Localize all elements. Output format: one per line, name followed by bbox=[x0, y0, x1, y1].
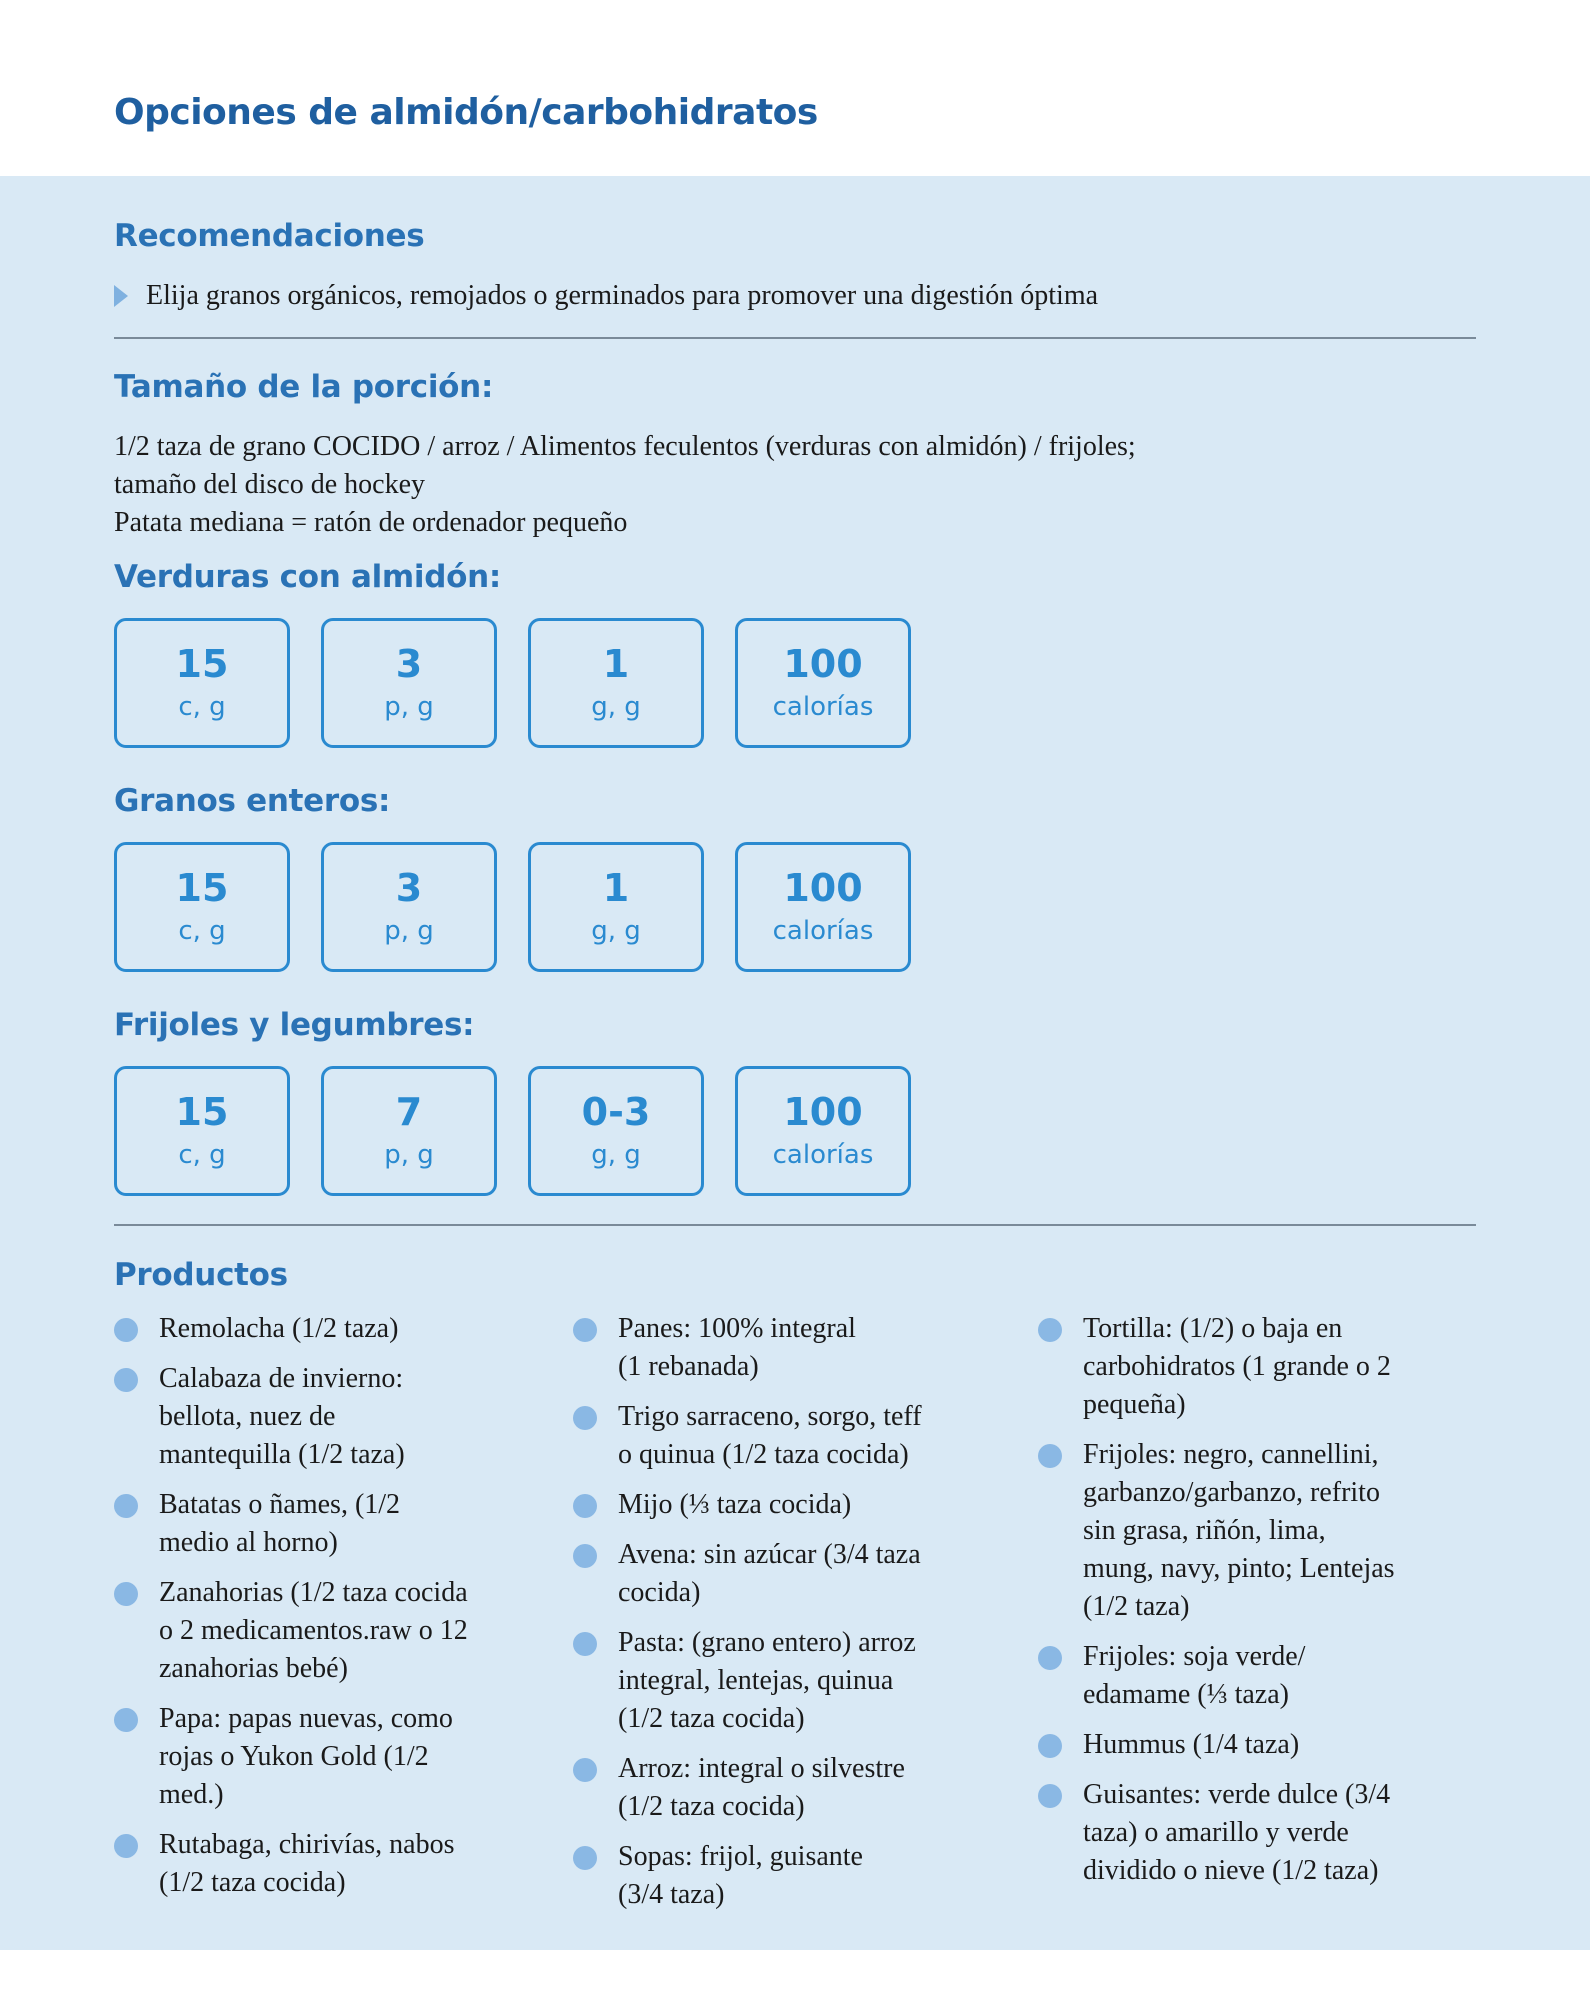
product-line: o 2 medicamentos.raw o 12 bbox=[159, 1615, 468, 1646]
box-unit: c, g bbox=[178, 692, 226, 722]
product-line: medio al horno) bbox=[159, 1527, 338, 1558]
product-line: mantequilla (1/2 taza) bbox=[159, 1439, 405, 1470]
divider bbox=[114, 1224, 1476, 1226]
bullet-dot-icon bbox=[573, 1494, 597, 1518]
product-item bbox=[573, 1486, 993, 1524]
bullet-dot-icon bbox=[114, 1494, 138, 1518]
box-unit: p, g bbox=[384, 692, 434, 722]
product-item bbox=[1038, 1310, 1458, 1424]
nutrition-box-calories bbox=[735, 842, 911, 972]
box-unit: g, g bbox=[591, 692, 641, 722]
product-line: Pasta: (grano entero) arroz bbox=[618, 1627, 916, 1658]
product-item bbox=[573, 1838, 993, 1914]
products-column-3 bbox=[1038, 1310, 1458, 1902]
box-value: 3 bbox=[395, 866, 423, 910]
box-unit: calorías bbox=[772, 692, 874, 722]
product-line: garbanzo/garbanzo, refrito bbox=[1083, 1477, 1380, 1508]
product-item bbox=[573, 1398, 993, 1474]
bullet-dot-icon bbox=[114, 1368, 138, 1392]
product-line: integral, lentejas, quinua bbox=[618, 1665, 894, 1696]
recommendation-item bbox=[114, 276, 1098, 316]
product-line: pequeña) bbox=[1083, 1389, 1186, 1420]
box-value: 15 bbox=[175, 866, 229, 910]
box-unit: p, g bbox=[384, 1140, 434, 1170]
bullet-dot-icon bbox=[1038, 1646, 1062, 1670]
box-unit: calorías bbox=[772, 916, 874, 946]
nutrition-box-calories bbox=[735, 618, 911, 748]
product-line: Calabaza de invierno: bbox=[159, 1363, 404, 1394]
product-line: sin grasa, riñón, lima, bbox=[1083, 1515, 1326, 1546]
nutrition-box-protein bbox=[321, 618, 497, 748]
product-line: bellota, nuez de bbox=[159, 1401, 336, 1432]
nutrition-box-protein bbox=[321, 842, 497, 972]
group-heading: Granos enteros: bbox=[114, 783, 391, 819]
box-value: 100 bbox=[783, 866, 863, 910]
nutrition-boxes bbox=[114, 618, 942, 748]
nutrition-box-carbs bbox=[114, 1066, 290, 1196]
product-item bbox=[573, 1624, 993, 1738]
nutrition-box-fat bbox=[528, 842, 704, 972]
bullet-dot-icon bbox=[114, 1834, 138, 1858]
portion-text bbox=[114, 428, 1136, 542]
box-unit: calorías bbox=[772, 1140, 874, 1170]
product-line: Batatas o ñames, (1/2 bbox=[159, 1489, 401, 1520]
product-item bbox=[114, 1826, 534, 1902]
box-unit: g, g bbox=[591, 1140, 641, 1170]
bullet-dot-icon bbox=[114, 1582, 138, 1606]
bullet-dot-icon bbox=[1038, 1784, 1062, 1808]
box-value: 1 bbox=[602, 866, 630, 910]
products-column-1 bbox=[114, 1310, 534, 1914]
bullet-triangle-icon bbox=[114, 285, 128, 307]
divider bbox=[114, 337, 1476, 339]
box-value: 0-3 bbox=[581, 1090, 651, 1134]
products-heading: Productos bbox=[114, 1257, 288, 1293]
product-item bbox=[114, 1574, 534, 1688]
product-line: (1/2 taza cocida) bbox=[618, 1703, 805, 1734]
nutrition-box-calories bbox=[735, 1066, 911, 1196]
product-item bbox=[114, 1310, 534, 1348]
product-line: (1/2 taza) bbox=[1083, 1591, 1190, 1622]
product-line: med.) bbox=[159, 1779, 224, 1810]
product-line: (3/4 taza) bbox=[618, 1879, 725, 1910]
product-item bbox=[114, 1700, 534, 1814]
product-item bbox=[573, 1310, 993, 1386]
box-value: 15 bbox=[175, 1090, 229, 1134]
product-line: cocida) bbox=[618, 1577, 701, 1608]
product-line: edamame (⅓ taza) bbox=[1083, 1679, 1289, 1710]
product-line: taza) o amarillo y verde bbox=[1083, 1817, 1349, 1848]
product-item bbox=[1038, 1638, 1458, 1714]
product-line: mung, navy, pinto; Lentejas bbox=[1083, 1553, 1395, 1584]
recommendations-heading: Recomendaciones bbox=[114, 218, 425, 254]
product-item bbox=[114, 1486, 534, 1562]
bullet-dot-icon bbox=[573, 1318, 597, 1342]
product-line: Avena: sin azúcar (3/4 taza bbox=[618, 1539, 921, 1570]
bullet-dot-icon bbox=[573, 1544, 597, 1568]
bullet-dot-icon bbox=[1038, 1734, 1062, 1758]
nutrition-box-protein bbox=[321, 1066, 497, 1196]
product-line: Frijoles: soja verde/ bbox=[1083, 1641, 1306, 1672]
box-value: 7 bbox=[395, 1090, 423, 1134]
product-line: Sopas: frijol, guisante bbox=[618, 1841, 863, 1872]
nutrition-box-carbs bbox=[114, 618, 290, 748]
product-item bbox=[573, 1536, 993, 1612]
product-line: (1 rebanada) bbox=[618, 1351, 759, 1382]
bullet-dot-icon bbox=[1038, 1318, 1062, 1342]
box-value: 15 bbox=[175, 642, 229, 686]
product-line: Tortilla: (1/2) o baja en bbox=[1083, 1313, 1343, 1344]
bullet-dot-icon bbox=[573, 1846, 597, 1870]
portion-line: tamaño del disco de hockey bbox=[114, 469, 426, 500]
portion-line: 1/2 taza de grano COCIDO / arroz / Alimentos feculentos (verduras con almidón) / frijoles; bbox=[114, 431, 1136, 462]
products-column-2 bbox=[573, 1310, 993, 1926]
product-line: Frijoles: negro, cannellini, bbox=[1083, 1439, 1379, 1470]
product-line: Mijo (⅓ taza cocida) bbox=[618, 1489, 852, 1520]
product-line: Remolacha (1/2 taza) bbox=[159, 1313, 399, 1344]
nutrition-boxes bbox=[114, 842, 942, 972]
product-line: Guisantes: verde dulce (3/4 bbox=[1083, 1779, 1391, 1810]
box-value: 100 bbox=[783, 642, 863, 686]
product-item bbox=[573, 1750, 993, 1826]
portion-heading: Tamaño de la porción: bbox=[114, 369, 494, 405]
group-heading: Verduras con almidón: bbox=[114, 559, 501, 595]
bullet-dot-icon bbox=[573, 1406, 597, 1430]
product-line: o quinua (1/2 taza cocida) bbox=[618, 1439, 909, 1470]
box-value: 1 bbox=[602, 642, 630, 686]
product-line: Hummus (1/4 taza) bbox=[1083, 1729, 1300, 1760]
portion-line: Patata mediana = ratón de ordenador pequeño bbox=[114, 507, 628, 538]
bullet-dot-icon bbox=[114, 1708, 138, 1732]
bullet-dot-icon bbox=[1038, 1444, 1062, 1468]
bullet-dot-icon bbox=[573, 1632, 597, 1656]
bullet-dot-icon bbox=[114, 1318, 138, 1342]
group-heading: Frijoles y legumbres: bbox=[114, 1007, 475, 1043]
product-line: Panes: 100% integral bbox=[618, 1313, 856, 1344]
box-value: 100 bbox=[783, 1090, 863, 1134]
product-line: dividido o nieve (1/2 taza) bbox=[1083, 1855, 1379, 1886]
product-line: (1/2 taza cocida) bbox=[618, 1791, 805, 1822]
product-line: rojas o Yukon Gold (1/2 bbox=[159, 1741, 429, 1772]
product-line: (1/2 taza cocida) bbox=[159, 1867, 346, 1898]
product-item bbox=[1038, 1726, 1458, 1764]
product-line: Papa: papas nuevas, como bbox=[159, 1703, 453, 1734]
box-value: 3 bbox=[395, 642, 423, 686]
product-line: carbohidratos (1 grande o 2 bbox=[1083, 1351, 1391, 1382]
box-unit: p, g bbox=[384, 916, 434, 946]
nutrition-boxes bbox=[114, 1066, 942, 1196]
recommendation-text: Elija granos orgánicos, remojados o germinados para promover una digestión óptima bbox=[146, 280, 1099, 311]
nutrition-box-fat bbox=[528, 1066, 704, 1196]
product-line: zanahorias bebé) bbox=[159, 1653, 348, 1684]
product-item bbox=[1038, 1776, 1458, 1890]
box-unit: c, g bbox=[178, 916, 226, 946]
product-item bbox=[114, 1360, 534, 1474]
product-line: Arroz: integral o silvestre bbox=[618, 1753, 905, 1784]
box-unit: c, g bbox=[178, 1140, 226, 1170]
nutrition-box-fat bbox=[528, 618, 704, 748]
nutrition-box-carbs bbox=[114, 842, 290, 972]
product-line: Trigo sarraceno, sorgo, teff bbox=[618, 1401, 922, 1432]
product-item bbox=[1038, 1436, 1458, 1626]
page-title: Opciones de almidón/carbohidratos bbox=[114, 92, 818, 133]
product-line: Rutabaga, chirivías, nabos bbox=[159, 1829, 455, 1860]
box-unit: g, g bbox=[591, 916, 641, 946]
product-line: Zanahorias (1/2 taza cocida bbox=[159, 1577, 468, 1608]
bullet-dot-icon bbox=[573, 1758, 597, 1782]
